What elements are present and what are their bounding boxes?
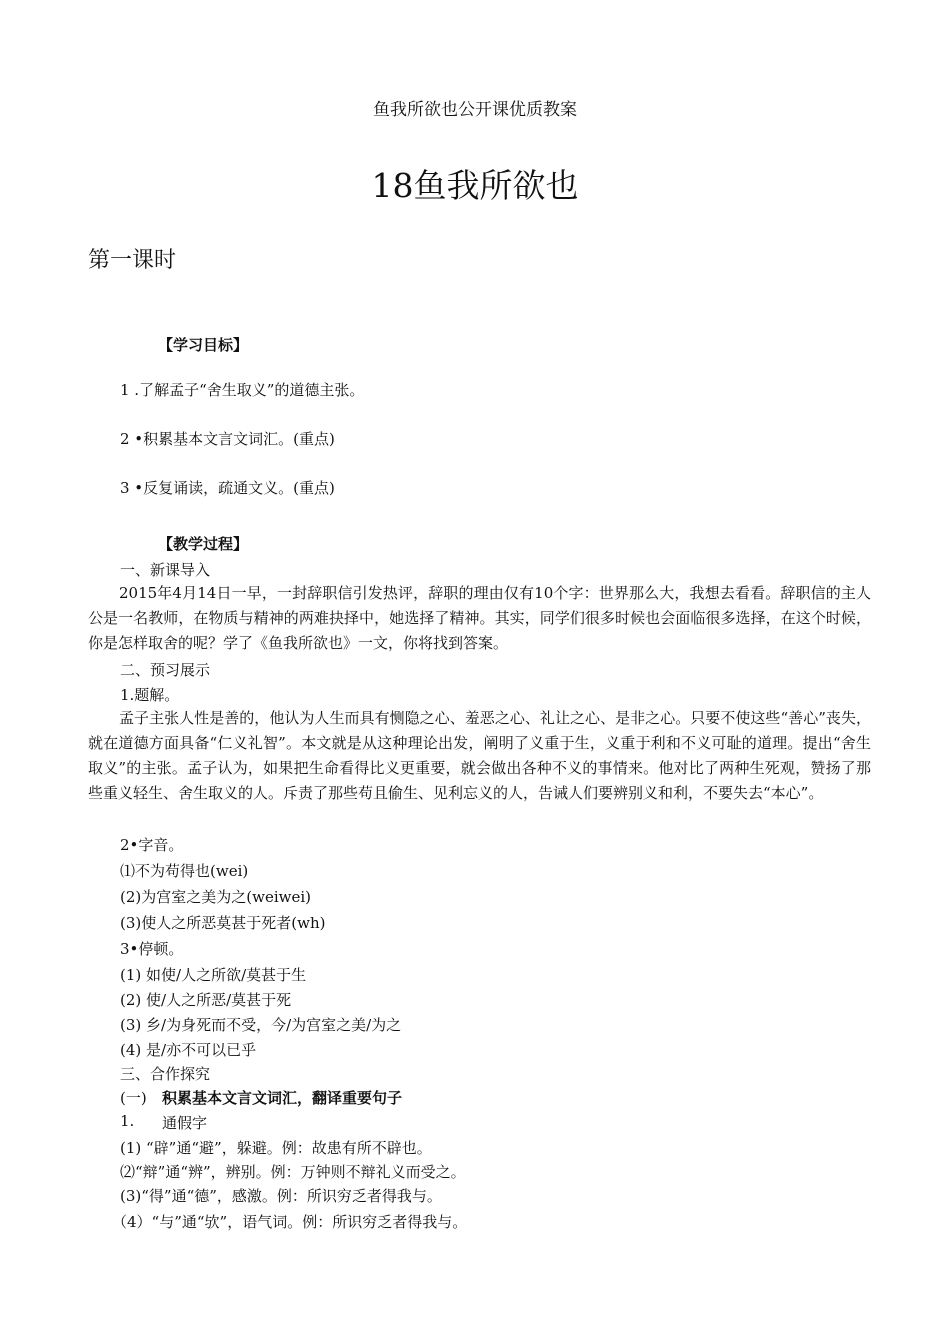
sub1-paragraph: 孟子主张人性是善的，他认为人生而具有恻隐之心、羞恶之心、礼让之心、是非之心。只要不使这些“善心”丧失，就在道德方面具备“仁义礼智”。本文就是从这种理论出发，阐明了义重于生，义重于利和不义可耻的道理。提出“舍生取义”的主张。孟子认为，如果把生命看得比义更重要，就会做出各种不义的事情来。他对比了两种生死观，赞扬了那些重义轻生、舍生取义的人。斥责了那些苟且偷生、见利忘义的人，告诫人们要辨别义和利，不要失去“本心”。 (88, 709, 871, 802)
document-title: 18鱼我所欲也 (371, 166, 579, 205)
sub3-title: 3•停顿。 (120, 940, 184, 958)
lesson-label: 第一课时 (88, 248, 177, 273)
tongjia-number: 1. (120, 1112, 135, 1130)
pause-item: (3) 乡/为身死而不受，今/为宫室之美/为之 (120, 1016, 402, 1034)
pronunciation-item: (3)使人之所恶莫甚于死者(wh) (120, 914, 326, 932)
pause-item: (2) 使/人之所恶/莫甚于死 (120, 991, 292, 1009)
part3-title: 三、合作探究 (120, 1065, 211, 1083)
tongjia-title: 通假字 (162, 1114, 208, 1132)
part3-sub-title: 积累基本文言文词汇，翻译重要句子 (162, 1089, 403, 1107)
objective-item: 2 •积累基本文言文词汇。(重点) (120, 430, 335, 448)
part3-sub-number: (一) (120, 1089, 147, 1107)
objective-item: 3 •反复诵读，疏通文义。(重点) (120, 479, 335, 497)
part1-paragraph: 2015年4月14日一早，一封辞职信引发热评，辞职的理由仅有10个字：世界那么大，我想去看看。辞职信的主人公是一名教师，在物质与精神的两难抉择中，她选择了精神。其实，同学们很多时候也会面临很多选择，在这个时候，你是怎样取舍的呢？学了《鱼我所欲也》一文，你将找到答案。 (88, 584, 871, 652)
document-header: 鱼我所欲也公开课优质教案 (373, 100, 577, 120)
pronunciation-item: (2)为宫室之美为之(weiwei) (120, 888, 311, 906)
tongjia-item: （4）“与”通“欤”，语气词。例：所识穷乏者得我与。 (112, 1213, 468, 1231)
part2-title: 二、预习展示 (120, 661, 211, 679)
process-heading: 【教学过程】 (158, 535, 249, 553)
tongjia-item: ⑵“辩”通“辨”，辨别。例：万钟则不辩礼义而受之。 (120, 1163, 466, 1181)
objectives-heading: 【学习目标】 (158, 336, 249, 354)
tongjia-item: (3)“得”通“德”，感激。例：所识穷乏者得我与。 (120, 1187, 442, 1205)
pause-item: (4) 是/亦不可以已乎 (120, 1041, 257, 1059)
objective-item: 1 .了解孟子“舍生取义”的道德主张。 (120, 381, 365, 399)
pause-item: (1) 如使/人之所欲/莫甚于生 (120, 966, 307, 984)
part1-title: 一、新课导入 (120, 561, 211, 579)
sub2-title: 2•字音。 (120, 836, 184, 854)
sub1-title: 1.题解。 (120, 686, 180, 704)
pronunciation-item: ⑴不为苟得也(wei) (120, 862, 249, 880)
tongjia-item: (1) “辟”通“避”，躲避。例：故患有所不辟也。 (120, 1139, 432, 1157)
